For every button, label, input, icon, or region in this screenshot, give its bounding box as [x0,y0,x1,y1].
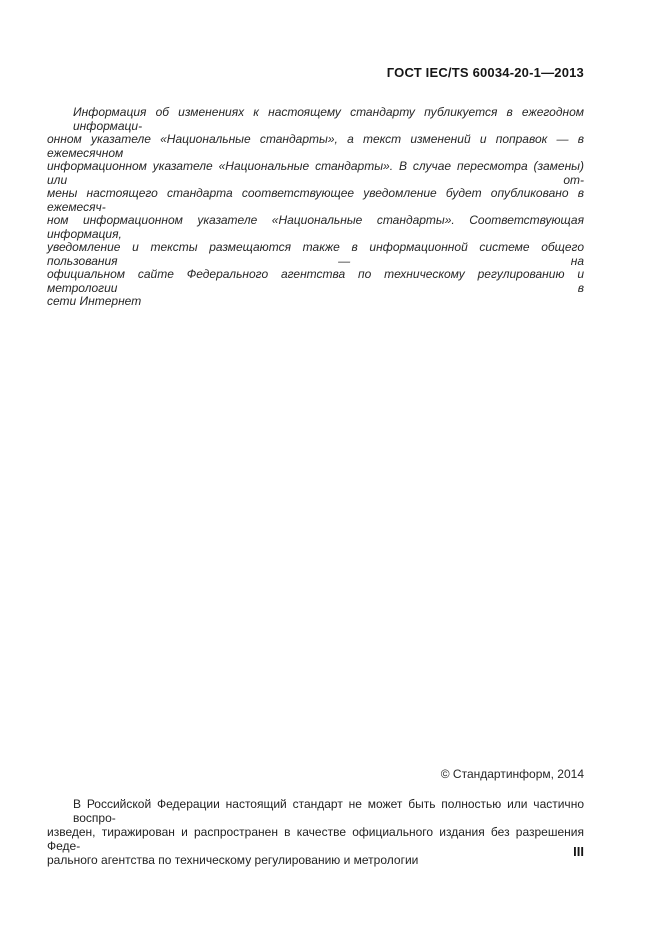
intro-line: официальном сайте Федерального агентства по техническому регулированию и метрологии в [47,267,584,295]
page-number: III [573,844,584,859]
legal-line: В Российской Федерации настоящий стандарт не может быть полностью или частично воспро- [73,797,584,825]
amendments-info-paragraph [47,106,584,309]
intro-line: Информация об изменениях к настоящему стандарту публикуется в ежегодном информаци- [73,105,584,133]
intro-line: мены настоящего стандарта соответствующее уведомление будет опубликовано в ежемесяч- [47,186,584,214]
copyright-notice: © Стандартинформ, 2014 [440,767,584,781]
intro-line: онном указателе «Национальные стандарты», а текст изменений и поправок — в ежемесячном [47,132,584,160]
intro-line: уведомление и тексты размещаются также в информационной системе общего пользования — на [47,240,584,268]
legal-line: рального агентства по техническому регулированию и метрологии [47,853,419,867]
intro-line: информационном указателе «Национальные стандарты». В случае пересмотра (замены) или от- [47,159,584,187]
intro-line: ном информационном указателе «Национальные стандарты». Соответствующая информация, [47,213,584,241]
legal-line: изведен, тиражирован и распространен в качестве официального издания без разрешения Феде- [47,825,584,853]
standard-number-header: ГОСТ IEC/TS 60034-20-1—2013 [386,65,584,80]
intro-line: сети Интернет [47,294,142,308]
